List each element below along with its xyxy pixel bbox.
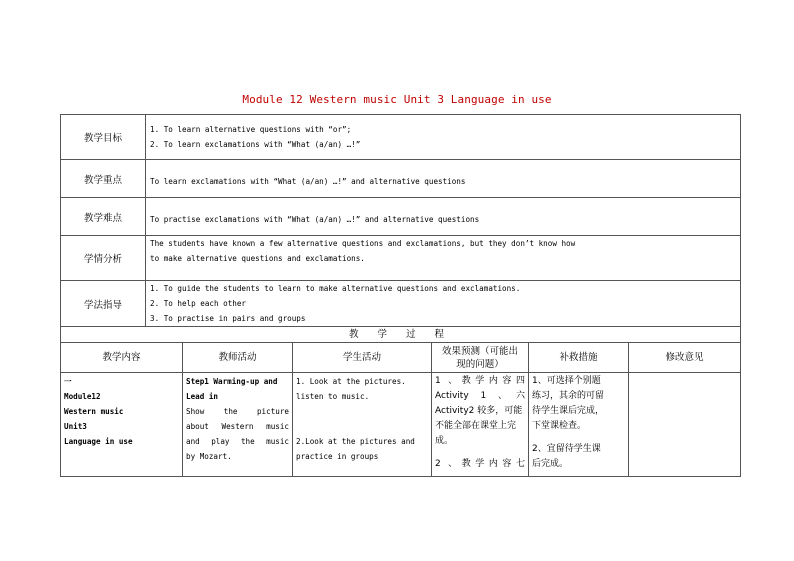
method-content bbox=[146, 281, 741, 327]
document-title: Module 12 Western music Unit 3 Language in use bbox=[242, 93, 552, 106]
remedy-line: 练习，其余的可留 bbox=[532, 391, 605, 401]
teacher-line: and play the music bbox=[186, 437, 289, 446]
method-line: 2. To help each other bbox=[150, 299, 247, 308]
effect-cell bbox=[432, 373, 529, 477]
remedy-line: 1、可选择个别题 bbox=[532, 376, 601, 386]
col-student: 学生活动 bbox=[293, 343, 432, 373]
teacher-line: Lead in bbox=[186, 392, 219, 401]
effect-line: 成。 bbox=[435, 436, 454, 446]
effect-line: Activity 1 、六 bbox=[435, 391, 525, 401]
method-line: 3. To practise in pairs and groups bbox=[150, 314, 306, 323]
student-line: practice in groups bbox=[296, 452, 379, 461]
content-line: Unit3 bbox=[64, 422, 87, 431]
analysis-label: 学情分析 bbox=[61, 236, 146, 281]
key-label: 教学重点 bbox=[61, 160, 146, 198]
student-line: 2.Look at the pictures and bbox=[296, 437, 415, 446]
analysis-line: The students have known a few alternative questions and exclamations, but they don’t know how bbox=[150, 239, 576, 248]
content-cell bbox=[61, 373, 183, 477]
col-remedy: 补救措施 bbox=[529, 343, 629, 373]
effect-line: Activity2 较多，可能 bbox=[435, 406, 523, 416]
method-label: 学法指导 bbox=[61, 281, 146, 327]
goals-line: 2. To learn exclamations with “What (a/an) …!” bbox=[150, 140, 361, 149]
difficult-label: 教学难点 bbox=[61, 198, 146, 236]
process-header: 教 学 过 程 bbox=[61, 327, 741, 343]
key-content bbox=[146, 160, 741, 198]
difficult-row bbox=[61, 198, 741, 236]
student-cell bbox=[293, 373, 432, 477]
student-line: listen to music. bbox=[296, 392, 370, 401]
col-effect: 效果预测（可能出现的问题） bbox=[432, 343, 529, 373]
remedy-line: 待学生课后完成， bbox=[532, 406, 605, 416]
student-line: 1. Look at the pictures. bbox=[296, 377, 406, 386]
effect-line: 1 、教学内容四 bbox=[435, 376, 525, 386]
revision-cell bbox=[629, 373, 741, 477]
difficult-text: To practise exclamations with “What (a/an) …!” and alternative questions bbox=[150, 215, 480, 224]
col-content: 教学内容 bbox=[61, 343, 183, 373]
analysis-content bbox=[146, 236, 741, 281]
remedy-line: 2、宜留待学生课 bbox=[532, 444, 601, 454]
content-line: Language in use bbox=[64, 437, 133, 446]
goals-line: 1. To learn alternative questions with “or”; bbox=[150, 125, 352, 134]
teacher-line: by Mozart. bbox=[186, 452, 232, 461]
process-row bbox=[61, 373, 741, 477]
col-teacher: 教师活动 bbox=[183, 343, 293, 373]
content-line: 一 bbox=[64, 377, 72, 386]
teacher-line: Step1 Warming-up and bbox=[186, 377, 278, 386]
col-revision: 修改意见 bbox=[629, 343, 741, 373]
key-text: To learn exclamations with “What (a/an) …!” and alternative questions bbox=[150, 177, 466, 186]
method-row bbox=[61, 281, 741, 327]
remedy-line: 后完成。 bbox=[532, 459, 569, 469]
analysis-row bbox=[61, 236, 741, 281]
remedy-cell bbox=[529, 373, 629, 477]
lesson-plan-table bbox=[60, 114, 741, 477]
method-line: 1. To guide the students to learn to make alternative questions and exclamations. bbox=[150, 284, 521, 293]
goals-label: 教学目标 bbox=[61, 115, 146, 160]
goals-row bbox=[61, 115, 741, 160]
column-header-row bbox=[61, 343, 741, 373]
effect-line: 不能全部在课堂上完 bbox=[435, 421, 517, 431]
effect-line: 2 、教学内容七 bbox=[435, 459, 525, 469]
content-line: Module12 bbox=[64, 392, 101, 401]
student-gap bbox=[296, 404, 428, 434]
process-header-row bbox=[61, 327, 741, 343]
remedy-line: 下堂课检查。 bbox=[532, 421, 587, 431]
teacher-cell bbox=[183, 373, 293, 477]
difficult-content bbox=[146, 198, 741, 236]
teacher-line: Show the picture bbox=[186, 407, 289, 416]
analysis-line: to make alternative questions and exclamations. bbox=[150, 254, 365, 263]
remedy-gap bbox=[532, 434, 625, 442]
teacher-line: about Western music bbox=[186, 422, 289, 431]
content-line: Western music bbox=[64, 407, 124, 416]
goals-content bbox=[146, 115, 741, 160]
key-row bbox=[61, 160, 741, 198]
